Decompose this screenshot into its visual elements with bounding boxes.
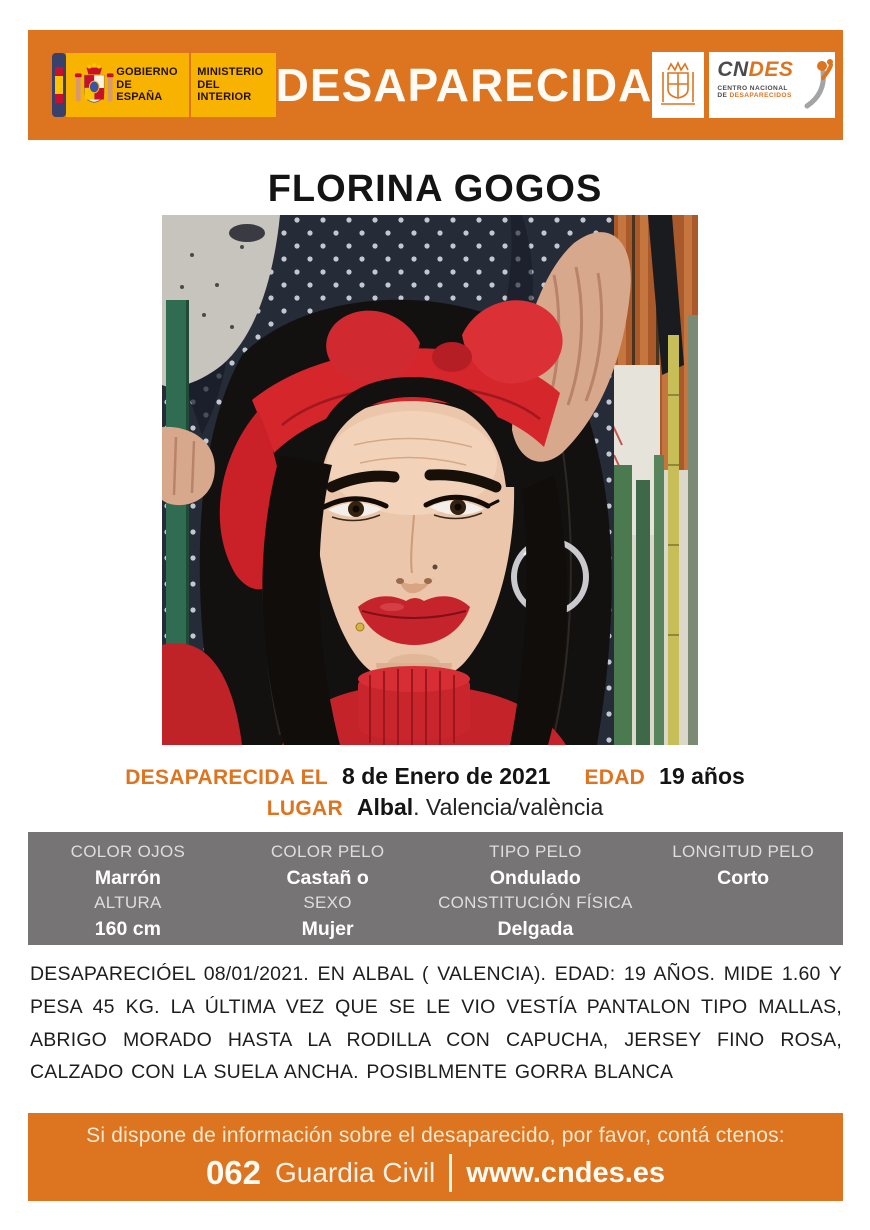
cndes-crest-icon — [652, 52, 704, 118]
footer-divider — [449, 1154, 452, 1192]
attr-height: ALTURA 160 cm — [94, 892, 162, 940]
cndes-subtitle-1: CENTRO NACIONAL — [717, 85, 788, 92]
attr-build: CONSTITUCIÓN FÍSICA Delgada — [438, 892, 633, 940]
age-label: EDAD — [584, 766, 646, 789]
cndes-brand-des: DES — [748, 58, 794, 81]
missing-date-value: 8 de Enero de 2021 — [342, 763, 551, 789]
ministerio-text: MINISTERIO DEL INTERIOR — [197, 66, 264, 104]
place-city: Albal — [356, 794, 414, 820]
attr-hair-color: COLOR PELO Castañ o — [270, 842, 385, 889]
spain-flag-icon — [52, 53, 66, 117]
cndes-logo — [652, 52, 835, 118]
place-label: LUGAR — [266, 797, 343, 820]
gobierno-text: GOBIERNO DE ESPAÑA — [116, 66, 178, 104]
cndes-brand-cn: CN — [717, 58, 749, 81]
attr-hair-type: TIPO PELO Ondulado — [489, 842, 582, 889]
attr-hair-length: LONGITUD PELO Corto — [672, 842, 815, 889]
missing-person-photo — [162, 215, 698, 745]
missing-date-line — [0, 763, 870, 790]
spain-coat-of-arms-icon — [72, 58, 116, 112]
cndes-figure-icon — [801, 58, 833, 110]
poster-title: DESAPARECIDA — [275, 59, 653, 111]
header-band — [28, 30, 843, 140]
contact-instruction: Si dispone de información sobre el desaparecido, por favor, contá ctenos: — [86, 1124, 785, 1147]
cndes-subtitle-2: DE DESAPARECIDOS — [717, 92, 792, 99]
person-name: FLORINA GOGOS — [267, 168, 603, 210]
footer-band — [28, 1113, 843, 1201]
place-line — [0, 794, 870, 821]
place-region: . Valencia/valència — [413, 794, 604, 820]
missing-date-label: DESAPARECIDA EL — [125, 766, 329, 789]
attr-sex: SEXO Mujer — [301, 892, 354, 940]
attr-empty — [643, 891, 843, 942]
attributes-table — [28, 832, 843, 945]
ministerio-box — [191, 53, 275, 117]
phone-number: 062 — [205, 1154, 261, 1191]
phone-organization: Guardia Civil — [275, 1157, 436, 1188]
website-url: www.cndes.es — [466, 1156, 666, 1189]
contact-row — [28, 1154, 843, 1192]
description-text: DESAPARECIÓEL 08/01/2021. EN ALBAL ( VALENCIA). EDAD: 19 AÑOS. MIDE 1.60 Y PESA 45 KG. LA ÚLTIMA VEZ QUE SE LE VIO VESTÍA PANTALON TIPO MALLAS, ABRIGO MORADO HASTA LA RODILLA CON CAPUCHA, JERSEY FINO ROSA, CALZADO CON LA SUELA ANCHA. POSIBLMENTE GORRA BLANCA — [30, 963, 842, 1084]
cndes-wordmark — [709, 52, 835, 118]
attr-eye-color: COLOR OJOS Marrón — [70, 842, 186, 889]
age-value: 19 años — [659, 763, 745, 789]
gov-logo — [52, 53, 276, 117]
gobierno-box — [66, 53, 190, 117]
